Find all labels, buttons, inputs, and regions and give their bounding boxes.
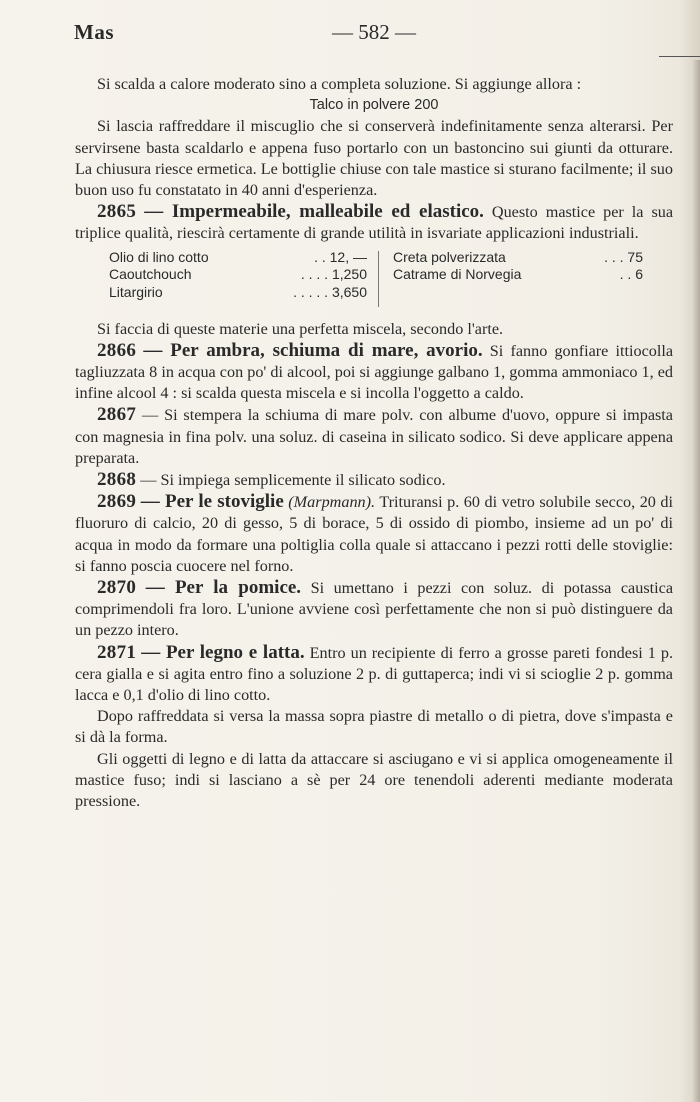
ingredient-row: [109, 284, 367, 302]
entry-2869: 2869 — Per le stoviglie (Marpmann). Trituransi p. 60 di vetro solubile secco, 20 di fluoruro di calcio, 20 di gesso, 5 di borace, 5 di ossido di piombo, insieme ad un po' di acqua in modo da formare una poltiglia colla quale si attaccano i pezzi rotti delle stoviglie: si fanno poscia cuocere nel forno.: [75, 491, 673, 575]
ingredient-row: [109, 249, 367, 267]
header-rule: [659, 56, 700, 57]
ingredients-right-column: [393, 249, 643, 284]
page-header: [74, 20, 674, 50]
entry-title: Per la pomice.: [174, 577, 302, 599]
ingredients-table: [75, 249, 673, 313]
ingredient-name: Caoutchouch: [109, 266, 192, 283]
ingredient-quantity: . . . 75: [604, 248, 643, 265]
entry-number: 2865: [97, 201, 137, 223]
entry-title: Per ambra, schiuma di mare, avorio.: [170, 339, 483, 361]
page-edge-shadow: [692, 60, 700, 1102]
entry-2865: 2865 — Impermeabile, malleabile ed elastico. Questo mastice per la sua triplice qualità, riescirà certamente di grande utilità in isvariate applicazioni industriali.: [75, 201, 674, 243]
entry-2866: 2866 — Per ambra, schiuma di mare, avorio. Si fanno gonfiare ittiocolla tagliuzzata 8 in acqua con po' di alcool, poi si aggiunge galbano 1, gomma ammoniaco 1, ed infine alcool 4 : si scalda questa miscela e si incolla l'oggetto a caldo.: [75, 339, 674, 403]
entry-text: Si umettano i pezzi con soluz. di potassa caustica comprimendoli fra loro. L'unione avviene così perfettamente che non si può distinguere da un pezzo intero.: [75, 579, 674, 640]
entry-number: 2867: [97, 404, 137, 426]
ingredients-left-column: [109, 249, 367, 302]
entry-author: (Marpmann).: [288, 493, 376, 512]
entry-2865-after: Si faccia di queste materie una perfetta miscela, secondo l'arte.: [97, 319, 504, 338]
entry-text: Si fanno gonfiare ittiocolla tagliuzzata 8 in acqua con po' di alcool, poi si aggiunge galbano 1, gomma ammoniaco 1, ed infine alcool 4 : si scalda questa miscela e si incolla l'oggetto a caldo.: [75, 341, 674, 403]
entry-2870: 2870 — Per la pomice. Si umettano i pezzi con soluz. di potassa caustica comprimendoli fra loro. L'unione avviene così perfettamente che non si può distinguere da un pezzo intero.: [75, 577, 674, 640]
ingredient-name: Litargirio: [109, 283, 163, 300]
entry-number: 2870: [97, 577, 137, 599]
entry-text: Entro un recipiente di ferro a grosse pareti fondesi 1 p. cera gialla e si agita entro fino a soluzione 2 p. di guttaperca; indi vi si scioglie 2 p. gomma lacca e 0,1 d'olio di lino cotto.: [75, 643, 674, 705]
ingredient-quantity: . . 6: [619, 266, 643, 283]
ingredient-row: [393, 266, 643, 284]
running-head: Mas: [74, 20, 114, 44]
entry-text: Si impiega semplicemente il silicato sodico.: [160, 471, 446, 490]
entry-2871: 2871 — Per legno e latta. Entro un recipiente di ferro a grosse pareti fondesi 1 p. cera gialla e si agita entro fino a soluzione 2 p. di guttaperca; indi vi si scioglie 2 p. gomma lacca e 0,1 d'olio di lino cotto.: [75, 641, 674, 705]
entry-number: 2871: [97, 641, 137, 663]
entry-2871-para3: Gli oggetti di legno e di latta da attaccare si asciugano e vi si applica omogeneamente il mastice fuso; indi si lasciano a sè per 24 ore tenendoli aderenti mediante moderata pressione.: [75, 749, 673, 811]
intro-paragraph-2: Si lascia raffreddare il miscuglio che si conserverà indefinitamente senza alterarsi. Per servirsene basta scaldarlo e appena fuso portarlo con un bastoncino sui giunti da otturare. La chiusura riesce ermetica. Le bottiglie chiuse con tale mastice si sturano facilmente; il suo buon uso fu constatato in 40 anni d'esperienza.: [75, 117, 673, 200]
ingredient-row: [109, 266, 367, 284]
ingredient-name: Olio di lino cotto: [109, 248, 209, 265]
page-body: [75, 74, 673, 812]
entry-title: Impermeabile, malleabile ed elastico.: [171, 201, 484, 223]
entry-2868: 2868 — Si impiega semplicemente il silicato sodico.: [97, 469, 446, 491]
ingredient-name: Creta polverizzata: [393, 248, 506, 265]
page-number: — 582 —: [332, 20, 416, 44]
entry-number: 2868: [97, 469, 137, 491]
entry-2867: 2867 — Si stempera la schiuma di mare polv. con albume d'uovo, oppure si impasta con magnesia in fina polv. una soluz. di caseina in silicato sodico. Si deve applicare appena preparata.: [75, 404, 673, 467]
entry-text: Si stempera la schiuma di mare polv. con albume d'uovo, oppure si impasta con magnesia in fina polv. una soluz. di caseina in silicato sodico. Si deve applicare appena preparata.: [75, 406, 673, 467]
talco-line: Talco in polvere 200: [309, 97, 439, 114]
intro-paragraph: Si scalda a calore moderato sino a completa soluzione. Si aggiunge allora :: [97, 75, 582, 93]
ingredient-row: [393, 249, 643, 267]
entry-number: 2869: [97, 491, 137, 513]
entry-text: Questo mastice per la sua triplice qualità, riescirà certamente di grande utilità in isvariate applicazioni industriali.: [75, 203, 674, 243]
ingredient-quantity: . . 12, —: [314, 248, 367, 265]
entry-number: 2866: [97, 339, 137, 361]
entry-text: Trituransi p. 60 di vetro solubile secco, 20 di fluoruro di calcio, 20 di gesso, 5 di borace, 5 di ossido di piombo, insieme ad un po' di acqua in modo da formare una poltiglia colla quale si attaccano i pezzi rotti delle stoviglie: si fanno poscia cuocere nel forno.: [75, 493, 673, 575]
ingredient-quantity: . . . . . 3,650: [293, 283, 367, 300]
ingredients-divider: [378, 251, 379, 307]
entry-2871-para2: Dopo raffreddata si versa la massa sopra piastre di metallo o di pietra, dove s'impasta e si dà la forma.: [75, 707, 673, 747]
entry-title: Per le stoviglie: [164, 491, 284, 513]
ingredient-quantity: . . . . 1,250: [300, 266, 367, 283]
entry-title: Per legno e latta.: [165, 641, 305, 663]
ingredient-name: Catrame di Norvegia: [393, 266, 522, 283]
